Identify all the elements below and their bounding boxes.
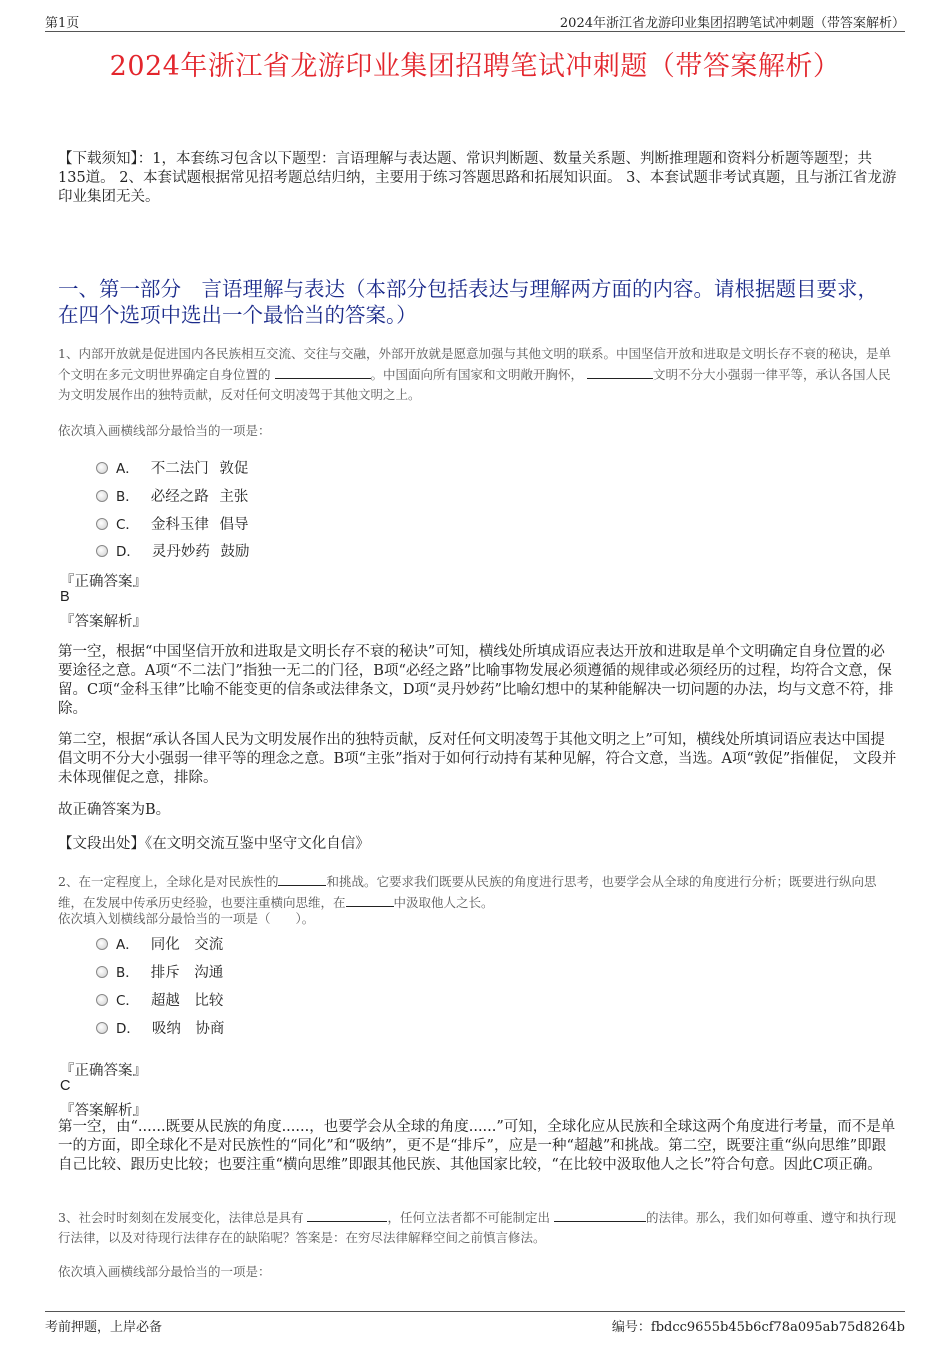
q1-analysis-label: 『答案解析』	[60, 614, 147, 630]
q2-analysis: 第一空，由“......既要从民族的角度......，也要学会从全球的角度......”可知，全球化应从民族和全球这两个角度进行考量，而不是单一的方面，即全球化不是对民族性的“同化”和“吸纳”，更不是“排斥”，应是一种“超越”和挑战。第二空，既要注重“纵向思维”即跟自己比较、跟历史比较；也要注重“横向思维”即跟其他民族、其他国家比较，“在比较中汲取他人之长”符合句意。因此C项正确。	[58, 1119, 896, 1173]
header-divider	[45, 31, 905, 32]
radio-icon[interactable]	[96, 994, 108, 1006]
radio-icon[interactable]	[96, 490, 108, 502]
q1-option-b[interactable]: B． 必经之路 主张	[96, 485, 248, 506]
q1-answer: B	[60, 589, 70, 605]
radio-icon[interactable]	[96, 518, 108, 530]
q2-analysis-label: 『答案解析』	[60, 1103, 147, 1119]
radio-icon[interactable]	[96, 545, 108, 557]
radio-icon[interactable]	[96, 938, 108, 950]
download-notice: 【下载须知】：1，本套练习包含以下题型：言语理解与表达题、常识判断题、数量关系题、判断推理题和资料分析题等题型；共135道。 2、本套试题根据常见招考题总结归纳，主要用于练习答题思路和拓展知识面。 3、本套试题非考试真题，且与浙江省龙游印业集团无关。	[58, 151, 897, 205]
q1-source: 【文段出处】《在文明交流互鉴中坚守文化自信》	[58, 836, 370, 852]
q1-analysis-2: 第二空，根据“承认各国人民为文明发展作出的独特贡献，反对任何文明凌驾于其他文明之上”可知，横线处所填词语应表达中国提倡文明不分大小强弱一律平等的理念之意。B项“主张”指对于如何行动持有某种见解，符合文意，当选。A项“敦促”指催促， 文段并未体现催促之意，排除。	[58, 732, 897, 786]
q1-answer-label: 『正确答案』	[60, 574, 147, 590]
footer-divider	[45, 1311, 905, 1312]
q2-option-d[interactable]: D． 吸纳 协商	[96, 1017, 224, 1038]
question-3-prompt: 依次填入画横线部分最恰当的一项是：	[58, 1264, 271, 1279]
section-heading: 一、第一部分 言语理解与表达（本部分包括表达与理解两方面的内容。请根据题目要求，在四个选项中选出一个最恰当的答案。）	[58, 277, 878, 327]
radio-icon[interactable]	[96, 462, 108, 474]
q1-conclusion: 故正确答案为B。	[58, 802, 171, 818]
page-title: 2024年浙江省龙游印业集团招聘笔试冲刺题（带答案解析）	[109, 51, 841, 82]
page-number: 第1页	[45, 16, 80, 31]
q1-option-c[interactable]: C． 金科玉律 倡导	[96, 513, 249, 534]
blank-5	[307, 1207, 387, 1222]
q1-option-a[interactable]: A． 不二法门 敦促	[96, 457, 248, 478]
question-2-prompt: 依次填入划横线部分最恰当的一项是（ ）。	[58, 911, 315, 926]
question-1-prompt: 依次填入画横线部分最恰当的一项是：	[58, 423, 271, 438]
header-doc-title: 2024年浙江省龙游印业集团招聘笔试冲刺题（带答案解析）	[559, 16, 905, 31]
question-1-text: 1、内部开放就是促进国内各民族相互交流、交往与交融，外部开放就是愿意加强与其他文明的联系。中国坚信开放和进取是文明长存不衰的秘诀，是单个文明在多元文明世界确定自身位置的 。中国面向所有国家和文明敞开胸怀， 文明不分大小强弱一律平等，承认各国人民为文明发展作出的独特贡献，反对任何文明凌驾于其他文明之上。	[58, 346, 891, 402]
q2-option-c[interactable]: C． 超越 比较	[96, 989, 223, 1010]
q1-option-d[interactable]: D． 灵丹妙药 鼓励	[96, 540, 250, 561]
footer-doc-id: 编号：fbdcc9655b45b6cf78a095ab75d8264b	[611, 1320, 905, 1335]
blank-6	[554, 1207, 646, 1222]
question-2-text: 2、在一定程度上，全球化是对民族性的 和挑战。它要求我们既要从民族的角度进行思考，也要学会从全球的角度进行分析；既要进行纵向思维，在发展中传承历史经验，也要注重横向思维，在 中汲取他人之长。	[58, 871, 898, 913]
blank-2	[587, 364, 653, 379]
blank-4	[346, 892, 394, 907]
footer-slogan: 考前押题，上岸必备	[45, 1320, 163, 1335]
q2-option-b[interactable]: B． 排斥 沟通	[96, 961, 223, 982]
q2-answer: C	[60, 1078, 71, 1094]
radio-icon[interactable]	[96, 1022, 108, 1034]
q2-answer-label: 『正确答案』	[60, 1063, 147, 1079]
q2-option-a[interactable]: A． 同化 交流	[96, 933, 223, 954]
question-3-text: 3、社会时时刻刻在发展变化，法律总是具有 ，任何立法者都不可能制定出 的法律。那么，我们如何尊重、遵守和执行现行法律，以及对待现行法律存在的缺陷呢？答案是：在穷尽法律解释空间之前慎言修法。	[58, 1207, 898, 1248]
blank-3	[278, 871, 326, 886]
radio-icon[interactable]	[96, 966, 108, 978]
blank-1	[275, 364, 371, 379]
q1-analysis-1: 第一空，根据“中国坚信开放和进取是文明长存不衰的秘诀”可知，横线处所填成语应表达开放和进取是单个文明确定自身位置的必要途径之意。A项“不二法门”指独一无二的门径，B项“必经之路”比喻事物发展必须遵循的规律或必须经历的过程，均符合文意，保留。C项“金科玉律”比喻不能变更的信条或法律条文，D项“灵丹妙药”比喻幻想中的某种能解决一切问题的办法，均与文意不符，排除。	[58, 644, 894, 717]
